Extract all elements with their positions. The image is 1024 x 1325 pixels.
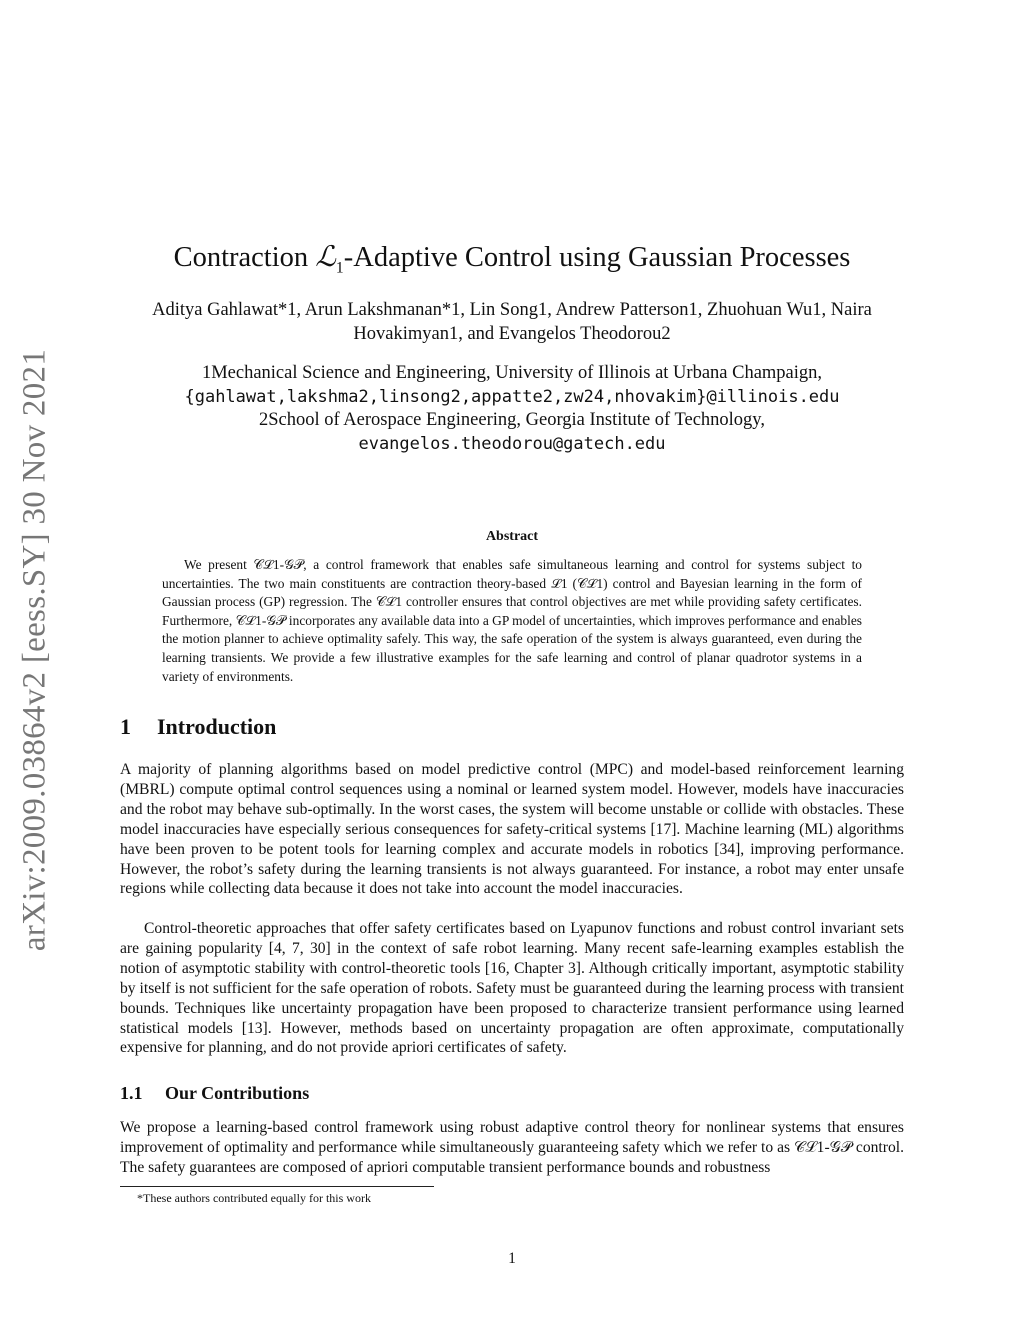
title-subscript: 1 (335, 259, 344, 277)
author-list (120, 298, 904, 346)
abstract-heading: Abstract (485, 529, 539, 544)
subsection-title: Our Contributions (165, 1083, 310, 1103)
affiliation-2-email: evangelos.theodorou@gatech.edu (358, 433, 666, 454)
subsection-number: 1.1 (120, 1083, 143, 1103)
footnote: *These authors contributed equally for this work (137, 1191, 371, 1205)
section-number: 1 (120, 714, 131, 739)
affiliation-1: 1Mechanical Science and Engineering, University of Illinois at Urbana Champaign, (201, 363, 823, 383)
affiliation-2: 2School of Aerospace Engineering, Georgia Institute of Technology, (259, 410, 765, 430)
intro-paragraph-2: Control-theoretic approaches that offer safety certificates based on Lyapunov functions and robust control invariant sets are gaining popularity [4, 7, 30] in the context of safe robot learning. Many recent safe-learning examples establish the notion of asymptotic stability with control-theoretic tools [16, Chapter 3]. Although critically important, asymptotic stability by itself is not sufficient for the safe operation of robots. Safety must be guaranteed during the learning process with transient bounds. Techniques like uncertainty propagation have been proposed to characterize transient performance using learned statistical models [13]. However, methods based on uncertainty propagation are often approximate, computationally expensive for planning, and do not provide apriori certificates of safety. (120, 920, 904, 1057)
author-line: Aditya Gahlawat*1, Arun Lakshmanan*1, Lin Song1, Andrew Patterson1, Zhuohuan Wu1, Naira (152, 300, 872, 320)
arxiv-identifier: arXiv:2009.03864v2 [eess.SY] 30 Nov 2021 (16, 348, 53, 952)
intro-paragraph-1: A majority of planning algorithms based on model predictive control (MPC) and model-based reinforcement learning (MBRL) compute optimal control sequences using a nominal or learned system model. However, models have inaccuracies and the robot may behave sub-optimally. In the worst cases, the system will become unstable or collide with obstacles. These model inaccuracies have especially serious consequences for safety-critical systems [17]. Machine learning (ML) algorithms have been proven to be potent tools for learning complex and accurate models in robotics [34], improving performance. However, the robot’s safety during the learning transients is not always guaranteed. For instance, a robot may enter unsafe regions while collecting data because it does not take into account the model inaccuracies. (120, 761, 904, 898)
paper-title (0, 240, 1024, 278)
abstract-body: We present 𝒞ℒ1-𝒢𝒫, a control framework that enables safe simultaneous learning and control for systems subject to uncertainties. The two main constituents are contraction theory-based ℒ1 (𝒞ℒ1) control and Bayesian learning in the form of Gaussian process (GP) regression. The 𝒞ℒ1 controller ensures that control objectives are met while providing safety certificates. Furthermore, 𝒞ℒ1-𝒢𝒫 incorporates any available data into a GP model of uncertainties, which improves performance and enables the motion planner to achieve optimality safely. This way, the safe operation of the system is always guaranteed, even during the learning transients. We provide a few illustrative examples for the safe learning and control of planar quadrotor systems in a variety of environments. (162, 557, 862, 684)
contributions-paragraph: We propose a learning-based control framework using robust adaptive control theory for nonlinear systems that ensures improvement of optimality and performance while simultaneously guaranteeing safety which we refer to as 𝒞ℒ1-𝒢𝒫 control. The safety guarantees are composed of apriori computable transient performance bounds and robustness (120, 1119, 904, 1176)
subsection-heading (120, 1083, 309, 1104)
arxiv-sidebar (10, 335, 60, 965)
author-line: Hovakimyan1, and Evangelos Theodorou2 (353, 324, 671, 344)
affiliations (100, 362, 924, 456)
affiliation-1-email: {gahlawat,lakshma2,linsong2,appatte2,zw24,nhovakim}@illinois.edu (184, 386, 840, 407)
page-number: 1 (508, 1250, 516, 1267)
title-symbol: ℒ (315, 240, 336, 273)
section-title: Introduction (157, 714, 277, 739)
title-prefix: Contraction (173, 242, 316, 273)
footnote-rule (120, 1186, 434, 1187)
section-heading (120, 714, 276, 740)
title-suffix: -Adaptive Control using Gaussian Processes (343, 242, 851, 273)
